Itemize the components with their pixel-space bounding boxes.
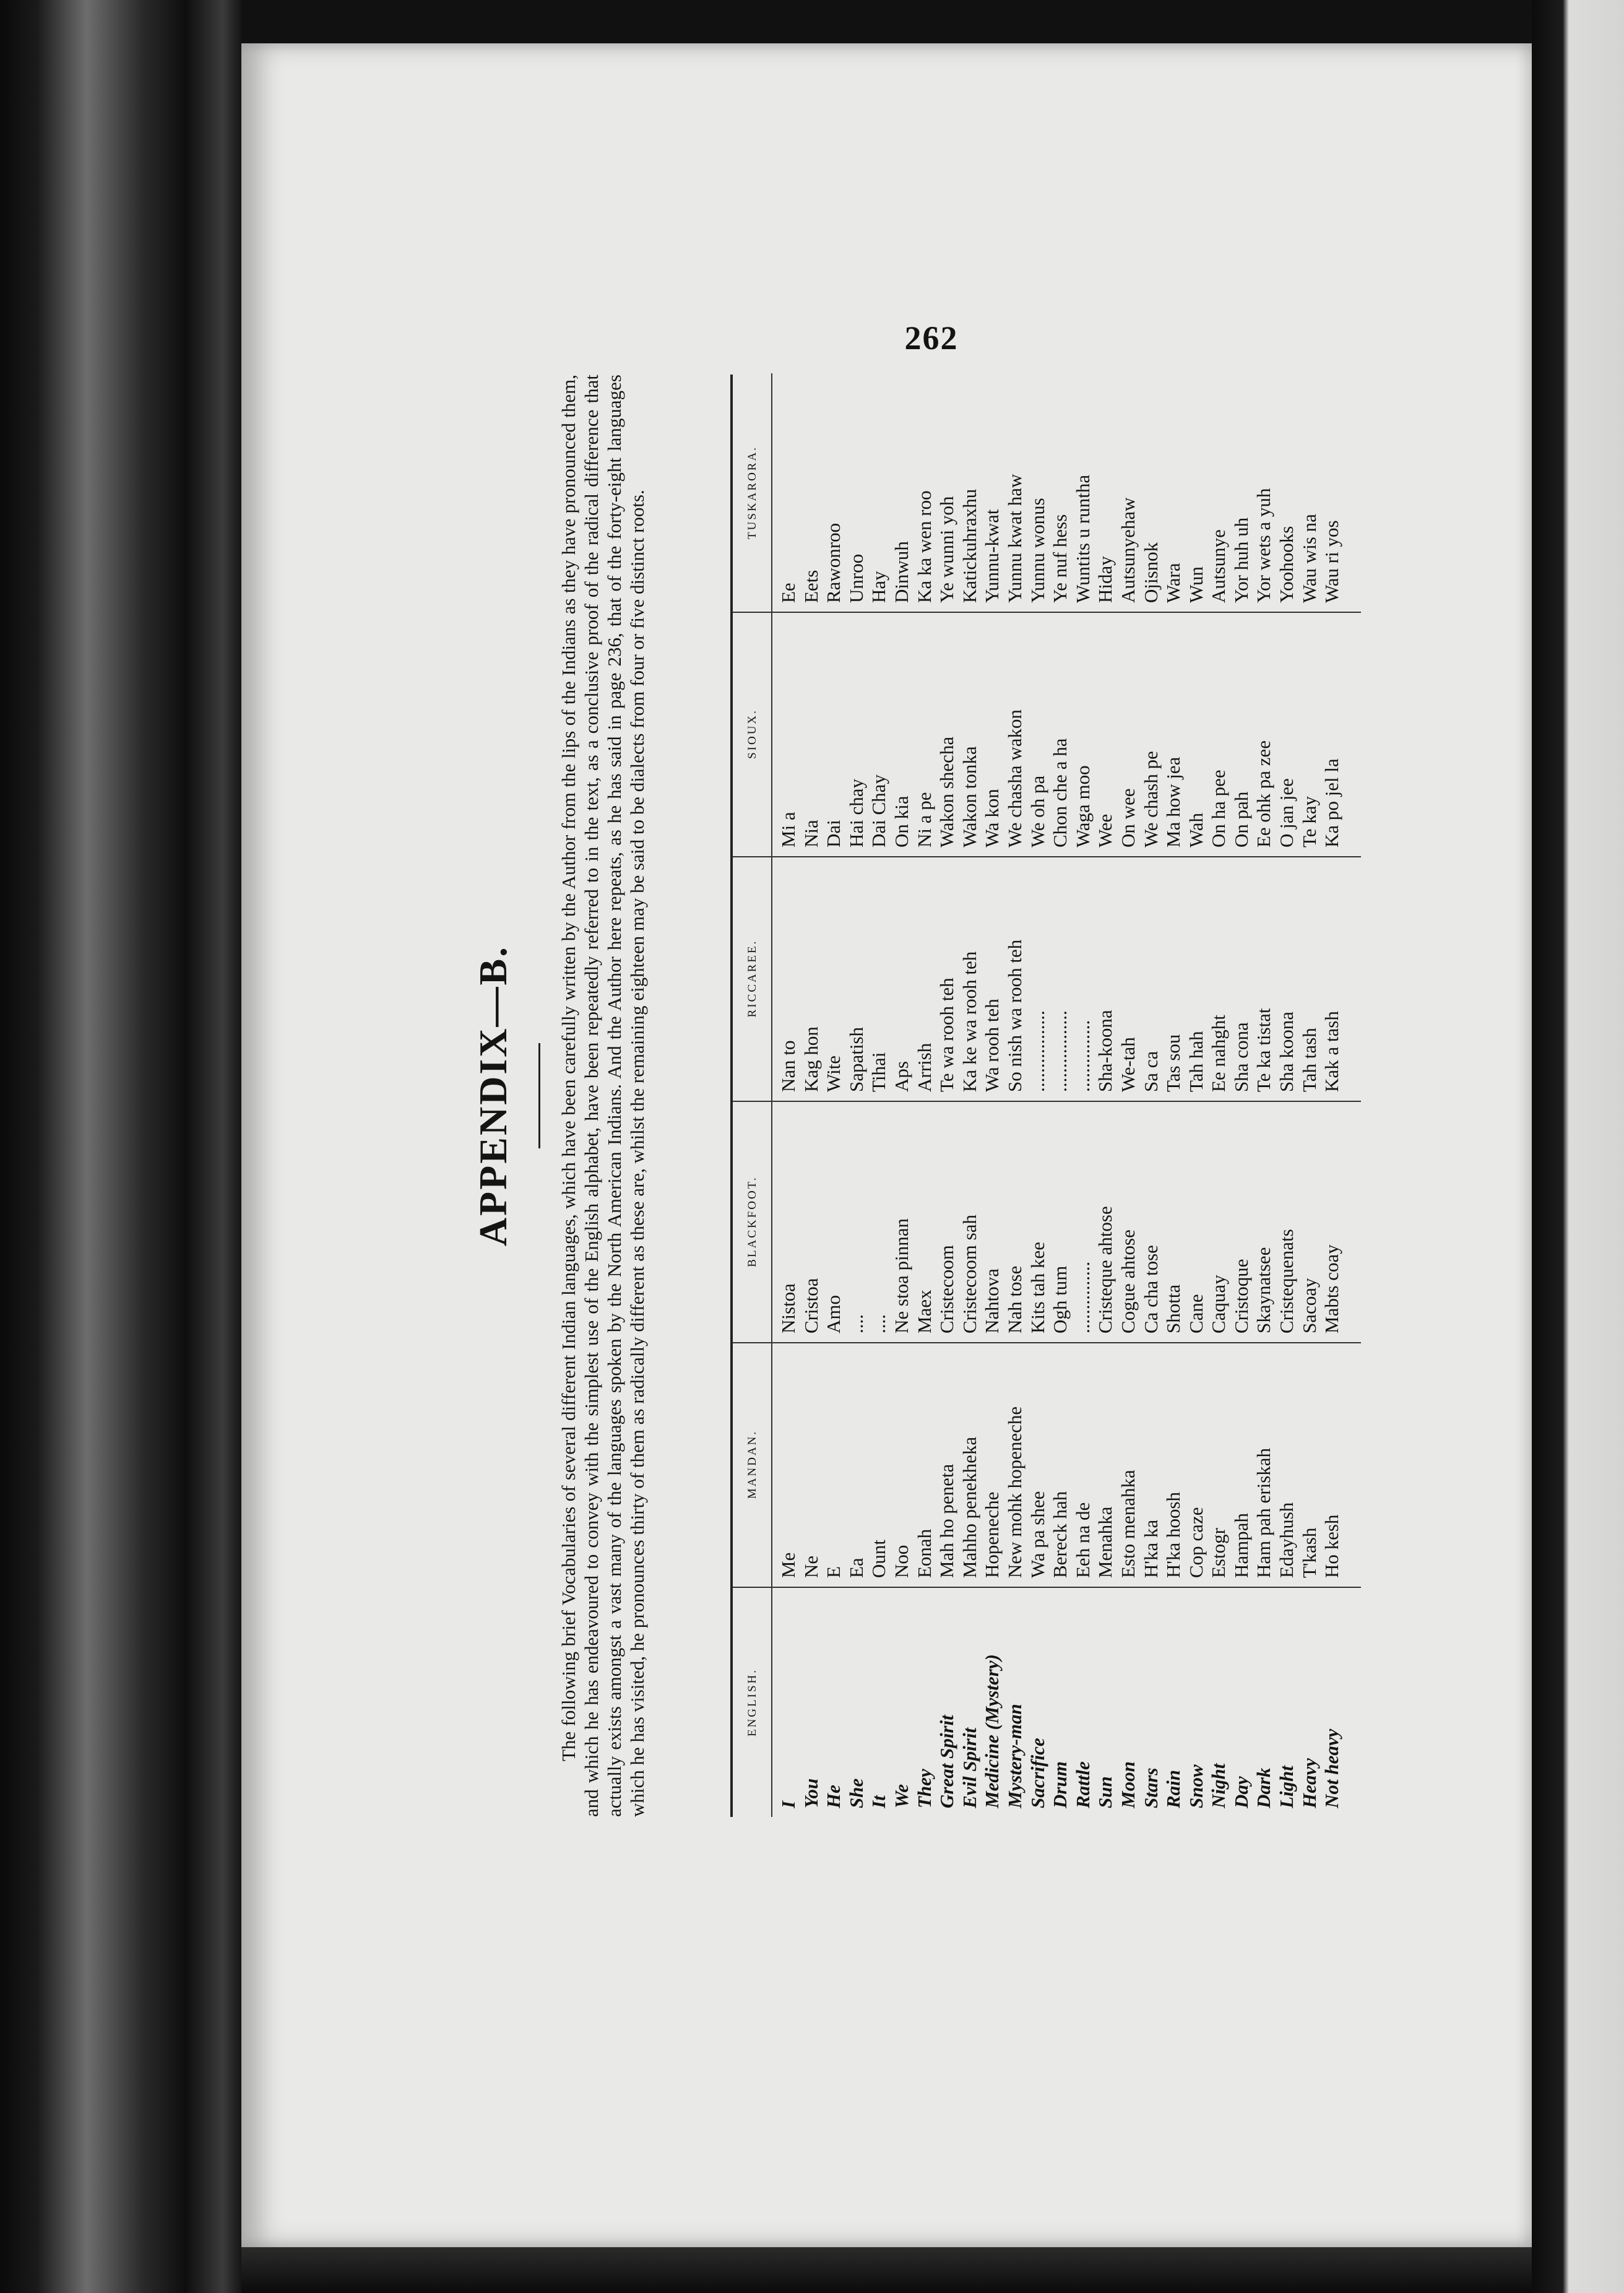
blackfoot-word: Nistoa: [777, 1283, 799, 1333]
sioux-word: Dai Chay: [868, 774, 890, 847]
sioux-word: We chash pe: [1139, 751, 1162, 847]
mandan-word: E: [823, 1566, 845, 1578]
book-binding-right: [1532, 0, 1624, 2293]
riccaree-word: Te wa rooh teh: [936, 977, 958, 1092]
english-word: He: [823, 1785, 845, 1808]
riccaree-word: Sa ca: [1139, 1051, 1162, 1092]
riccaree-word: Tah tash: [1298, 1028, 1320, 1092]
english-word: Night: [1207, 1763, 1230, 1808]
riccaree-word: Sha cona: [1230, 1022, 1252, 1092]
blackfoot-word: Ogh tum: [1049, 1265, 1071, 1333]
riccaree-word: Wite: [823, 1055, 845, 1092]
blackfoot-word: Nahtova: [981, 1268, 1003, 1333]
appendix-heading: APPENDIX—B.: [471, 945, 515, 1247]
riccaree-word: .................: [1026, 1010, 1048, 1092]
mandan-word: Cop caze: [1185, 1507, 1207, 1578]
sioux-word: Te kay: [1298, 795, 1320, 847]
riccaree-word: Tihai: [868, 1052, 890, 1092]
riccaree-word: .................: [1049, 1010, 1071, 1092]
tuskarora-word: Wau wis na: [1298, 514, 1320, 603]
blackfoot-word: Maex: [913, 1290, 935, 1333]
mandan-word: H'ka ka: [1139, 1519, 1162, 1578]
sioux-word: Wee: [1094, 813, 1116, 847]
blackfoot-word: Sacoay: [1298, 1278, 1320, 1333]
column-tuskarora: [733, 373, 1361, 613]
blackfoot-word: Cristecoom sah: [958, 1215, 980, 1333]
english-word: She: [845, 1778, 867, 1808]
blackfoot-word: Cristoa: [800, 1278, 822, 1333]
riccaree-word: Sha-koona: [1094, 1010, 1116, 1092]
sioux-word: Waga moo: [1071, 765, 1094, 847]
tuskarora-word: Yoohooks: [1276, 526, 1298, 603]
mandan-word: T'kash: [1298, 1527, 1320, 1578]
sioux-word: Nia: [800, 820, 822, 847]
tuskarora-word: Wun: [1185, 566, 1207, 603]
mandan-word: H'ka hoosh: [1162, 1491, 1185, 1578]
rotated-content: [470, 375, 1374, 1817]
mandan-word: Menahka: [1094, 1506, 1116, 1578]
english-word: Rattle: [1071, 1761, 1094, 1808]
mandan-word: Mah ho peneta: [936, 1463, 958, 1578]
blackfoot-word: Cane: [1185, 1294, 1207, 1333]
page-bottom-edge: [241, 2247, 1532, 2293]
blackfoot-word: Cogue ahtose: [1116, 1229, 1139, 1333]
blackfoot-word: Cristoque: [1230, 1259, 1252, 1333]
blackfoot-word: Ca cha tose: [1139, 1245, 1162, 1333]
mandan-word: Ham pah eriskah: [1253, 1447, 1275, 1578]
blackfoot-word: Kits tah kee: [1026, 1241, 1048, 1333]
sioux-word: Ee ohk pa zee: [1253, 740, 1275, 847]
sioux-word: Dai: [823, 820, 845, 847]
tuskarora-word: Katickuhraxhu: [958, 488, 980, 603]
column-mandan: [733, 1342, 1361, 1588]
sioux-word: Wakon tonka: [958, 746, 980, 847]
column-english: [733, 1588, 1361, 1817]
english-word: They: [913, 1769, 935, 1808]
column-header-blackfoot: BLACKFOOT.: [733, 1101, 772, 1342]
tuskarora-word: Yunnu kwat haw: [1003, 474, 1026, 603]
english-word: Sacrifice: [1026, 1738, 1048, 1808]
sioux-word: We oh pa: [1026, 775, 1048, 847]
mandan-word: Ho kesh: [1321, 1514, 1343, 1578]
sioux-word: On pah: [1230, 791, 1252, 847]
tuskarora-word: Ye wunni yoh: [936, 496, 958, 603]
english-word: Dark: [1253, 1767, 1275, 1808]
tuskarora-word: Dinwuh: [890, 541, 912, 603]
book-binding-left: [0, 0, 241, 2293]
sioux-word: Hai chay: [845, 778, 867, 847]
english-word: Not heavy: [1321, 1728, 1343, 1808]
riccaree-word: Aps: [890, 1061, 912, 1092]
mandan-word: Edayhush: [1276, 1502, 1298, 1578]
column-body-blackfoot: [772, 1101, 1344, 1342]
english-word: Evil Spirit: [958, 1727, 980, 1808]
column-header-sioux: SIOUX.: [733, 612, 772, 856]
tuskarora-word: Ka ka wen roo: [913, 490, 935, 603]
mandan-word: Mahho penekheka: [958, 1436, 980, 1578]
column-header-riccaree: RICCAREE.: [733, 856, 772, 1101]
column-body-riccaree: [772, 856, 1344, 1101]
english-word: Drum: [1049, 1761, 1071, 1808]
column-body-mandan: [772, 1342, 1344, 1587]
column-riccaree: [733, 856, 1361, 1102]
blackfoot-word: Mabts coay: [1321, 1244, 1343, 1333]
blackfoot-word: Nah tose: [1003, 1265, 1026, 1333]
sioux-word: Mi a: [777, 812, 799, 847]
blackfoot-word: Cristeque ahtose: [1094, 1206, 1116, 1333]
mandan-word: Eeh na de: [1071, 1502, 1094, 1578]
riccaree-word: Arrish: [913, 1042, 935, 1092]
page-number: 262: [904, 319, 959, 357]
english-word: Day: [1230, 1776, 1252, 1808]
tuskarora-word: Unroo: [845, 553, 867, 603]
mandan-word: Esto menahka: [1116, 1470, 1139, 1578]
column-header-tuskarora: TUSKARORA.: [733, 373, 772, 612]
sioux-word: Ni a pe: [913, 792, 935, 847]
blackfoot-word: Shotta: [1162, 1284, 1185, 1333]
riccaree-word: Kag hon: [800, 1026, 822, 1092]
mandan-word: Hopeneche: [981, 1491, 1003, 1578]
mandan-word: New mohk hopeneche: [1003, 1406, 1026, 1578]
sioux-word: Wah: [1185, 812, 1207, 847]
mandan-word: Me: [777, 1552, 799, 1578]
mandan-word: Estogr: [1207, 1528, 1230, 1578]
mandan-word: Ne: [800, 1555, 822, 1578]
tuskarora-word: Ye nuf hess: [1049, 514, 1071, 603]
riccaree-word: So nish wa rooh teh: [1003, 939, 1026, 1092]
riccaree-word: We-tah: [1116, 1037, 1139, 1092]
mandan-word: Ea: [845, 1558, 867, 1578]
blackfoot-word: ....: [845, 1314, 867, 1333]
tuskarora-word: Yor huh uh: [1230, 517, 1252, 603]
english-word: Stars: [1139, 1767, 1162, 1808]
english-word: Sun: [1094, 1776, 1116, 1808]
blackfoot-word: Caquay: [1207, 1275, 1230, 1333]
english-word: Rain: [1162, 1769, 1185, 1808]
mandan-word: Eonah: [913, 1528, 935, 1578]
english-word: Heavy: [1298, 1758, 1320, 1808]
tuskarora-word: Autsunye: [1207, 529, 1230, 603]
english-word: Great Spirit: [936, 1715, 958, 1808]
column-blackfoot: [733, 1101, 1361, 1343]
tuskarora-word: Eets: [800, 570, 822, 603]
blackfoot-word: ....: [868, 1314, 890, 1333]
column-header-mandan: MANDAN.: [733, 1342, 772, 1587]
english-word: Light: [1276, 1766, 1298, 1808]
english-word: You: [800, 1778, 822, 1808]
blackfoot-word: Skaynatsee: [1253, 1247, 1275, 1333]
english-word: Medicine (Mystery): [981, 1654, 1003, 1808]
tuskarora-word: Autsunyehaw: [1116, 497, 1139, 603]
tuskarora-word: Yunnu wonus: [1026, 498, 1048, 603]
sioux-word: Ma how jea: [1162, 756, 1185, 847]
mandan-word: Bereck hah: [1049, 1491, 1071, 1578]
english-word: It: [868, 1795, 890, 1808]
tuskarora-word: Wuntits u runtha: [1071, 474, 1094, 603]
heading-rule: [538, 1043, 540, 1148]
tuskarora-word: Hiday: [1094, 556, 1116, 603]
intro-paragraph: The following brief Vocabularies of several different Indian languages, which have been carefully written by the Author from the lips of the Indians as they have pronounced them, and which he has endeavoured to convey with the simplest use of the English alphabet, have been repeatedly referred to in the text, as a conclusive proof of the radical difference that actually exists amongst a vast many of the languages spoken by the North American Indians. And the Author here repeats, as he has said in page 236, that of the forty-eight languages which he has visited, he pronounces thirty of them as radically different as these are, whilst the remaining eighteen may be said to be dialects from four or five distinct roots.: [558, 375, 648, 1817]
riccaree-word: Tah hah: [1185, 1031, 1207, 1092]
tuskarora-word: Wau ri yos: [1321, 520, 1343, 603]
riccaree-word: Ee nahght: [1207, 1015, 1230, 1092]
tuskarora-word: Rawonroo: [823, 522, 845, 603]
english-word: Mystery-man: [1003, 1704, 1026, 1808]
blackfoot-word: Amo: [823, 1295, 845, 1333]
mandan-word: Ount: [868, 1540, 890, 1578]
vocabulary-table: [730, 375, 1364, 1817]
english-word: We: [890, 1784, 912, 1808]
english-word: I: [777, 1800, 799, 1808]
mandan-word: Hampah: [1230, 1512, 1252, 1578]
tuskarora-word: Hay: [868, 571, 890, 603]
riccaree-word: Kak a tash: [1321, 1011, 1343, 1092]
riccaree-word: Sha koona: [1276, 1011, 1298, 1092]
sioux-word: Wakon shecha: [936, 736, 958, 847]
sioux-word: On wee: [1116, 788, 1139, 847]
mandan-word: Noo: [890, 1545, 912, 1578]
sioux-word: Ka po jel la: [1321, 758, 1343, 847]
blackfoot-word: Cristecoom: [936, 1245, 958, 1333]
riccaree-word: Sapatish: [845, 1026, 867, 1092]
column-body-tuskarora: [772, 373, 1344, 612]
riccaree-word: Ka ke wa rooh teh: [958, 951, 980, 1092]
sioux-word: Wa kon: [981, 789, 1003, 847]
riccaree-word: Te ka tistat: [1253, 1008, 1275, 1092]
sioux-word: O jan jee: [1276, 778, 1298, 847]
riccaree-word: Tas sou: [1162, 1034, 1185, 1092]
sioux-word: We chasha wakon: [1003, 709, 1026, 847]
tuskarora-word: Ee: [777, 583, 799, 603]
column-body-sioux: [772, 612, 1344, 856]
sioux-word: Chon che a ha: [1049, 738, 1071, 847]
mandan-word: Wa pa shee: [1026, 1491, 1048, 1578]
blackfoot-word: Cristequenats: [1276, 1229, 1298, 1333]
tuskarora-word: Yunnu-kwat: [981, 509, 1003, 603]
riccaree-word: Wa rooh teh: [981, 999, 1003, 1092]
english-word: Snow: [1185, 1764, 1207, 1808]
tuskarora-word: Ojisnok: [1139, 542, 1162, 603]
blackfoot-word: Ne stoa pinnan: [890, 1218, 912, 1333]
riccaree-word: ...............: [1071, 1020, 1094, 1092]
riccaree-word: Nan to: [777, 1040, 799, 1092]
column-sioux: [733, 612, 1361, 857]
tuskarora-word: Wara: [1162, 563, 1185, 603]
sioux-word: On kia: [890, 795, 912, 847]
column-header-english: ENGLISH.: [733, 1588, 772, 1817]
english-word: Moon: [1116, 1761, 1139, 1808]
blackfoot-word: ...............: [1071, 1261, 1094, 1333]
tuskarora-word: Yor wets a yuh: [1253, 488, 1275, 603]
column-body-english: [772, 1588, 1344, 1817]
sioux-word: On ha pee: [1207, 769, 1230, 847]
